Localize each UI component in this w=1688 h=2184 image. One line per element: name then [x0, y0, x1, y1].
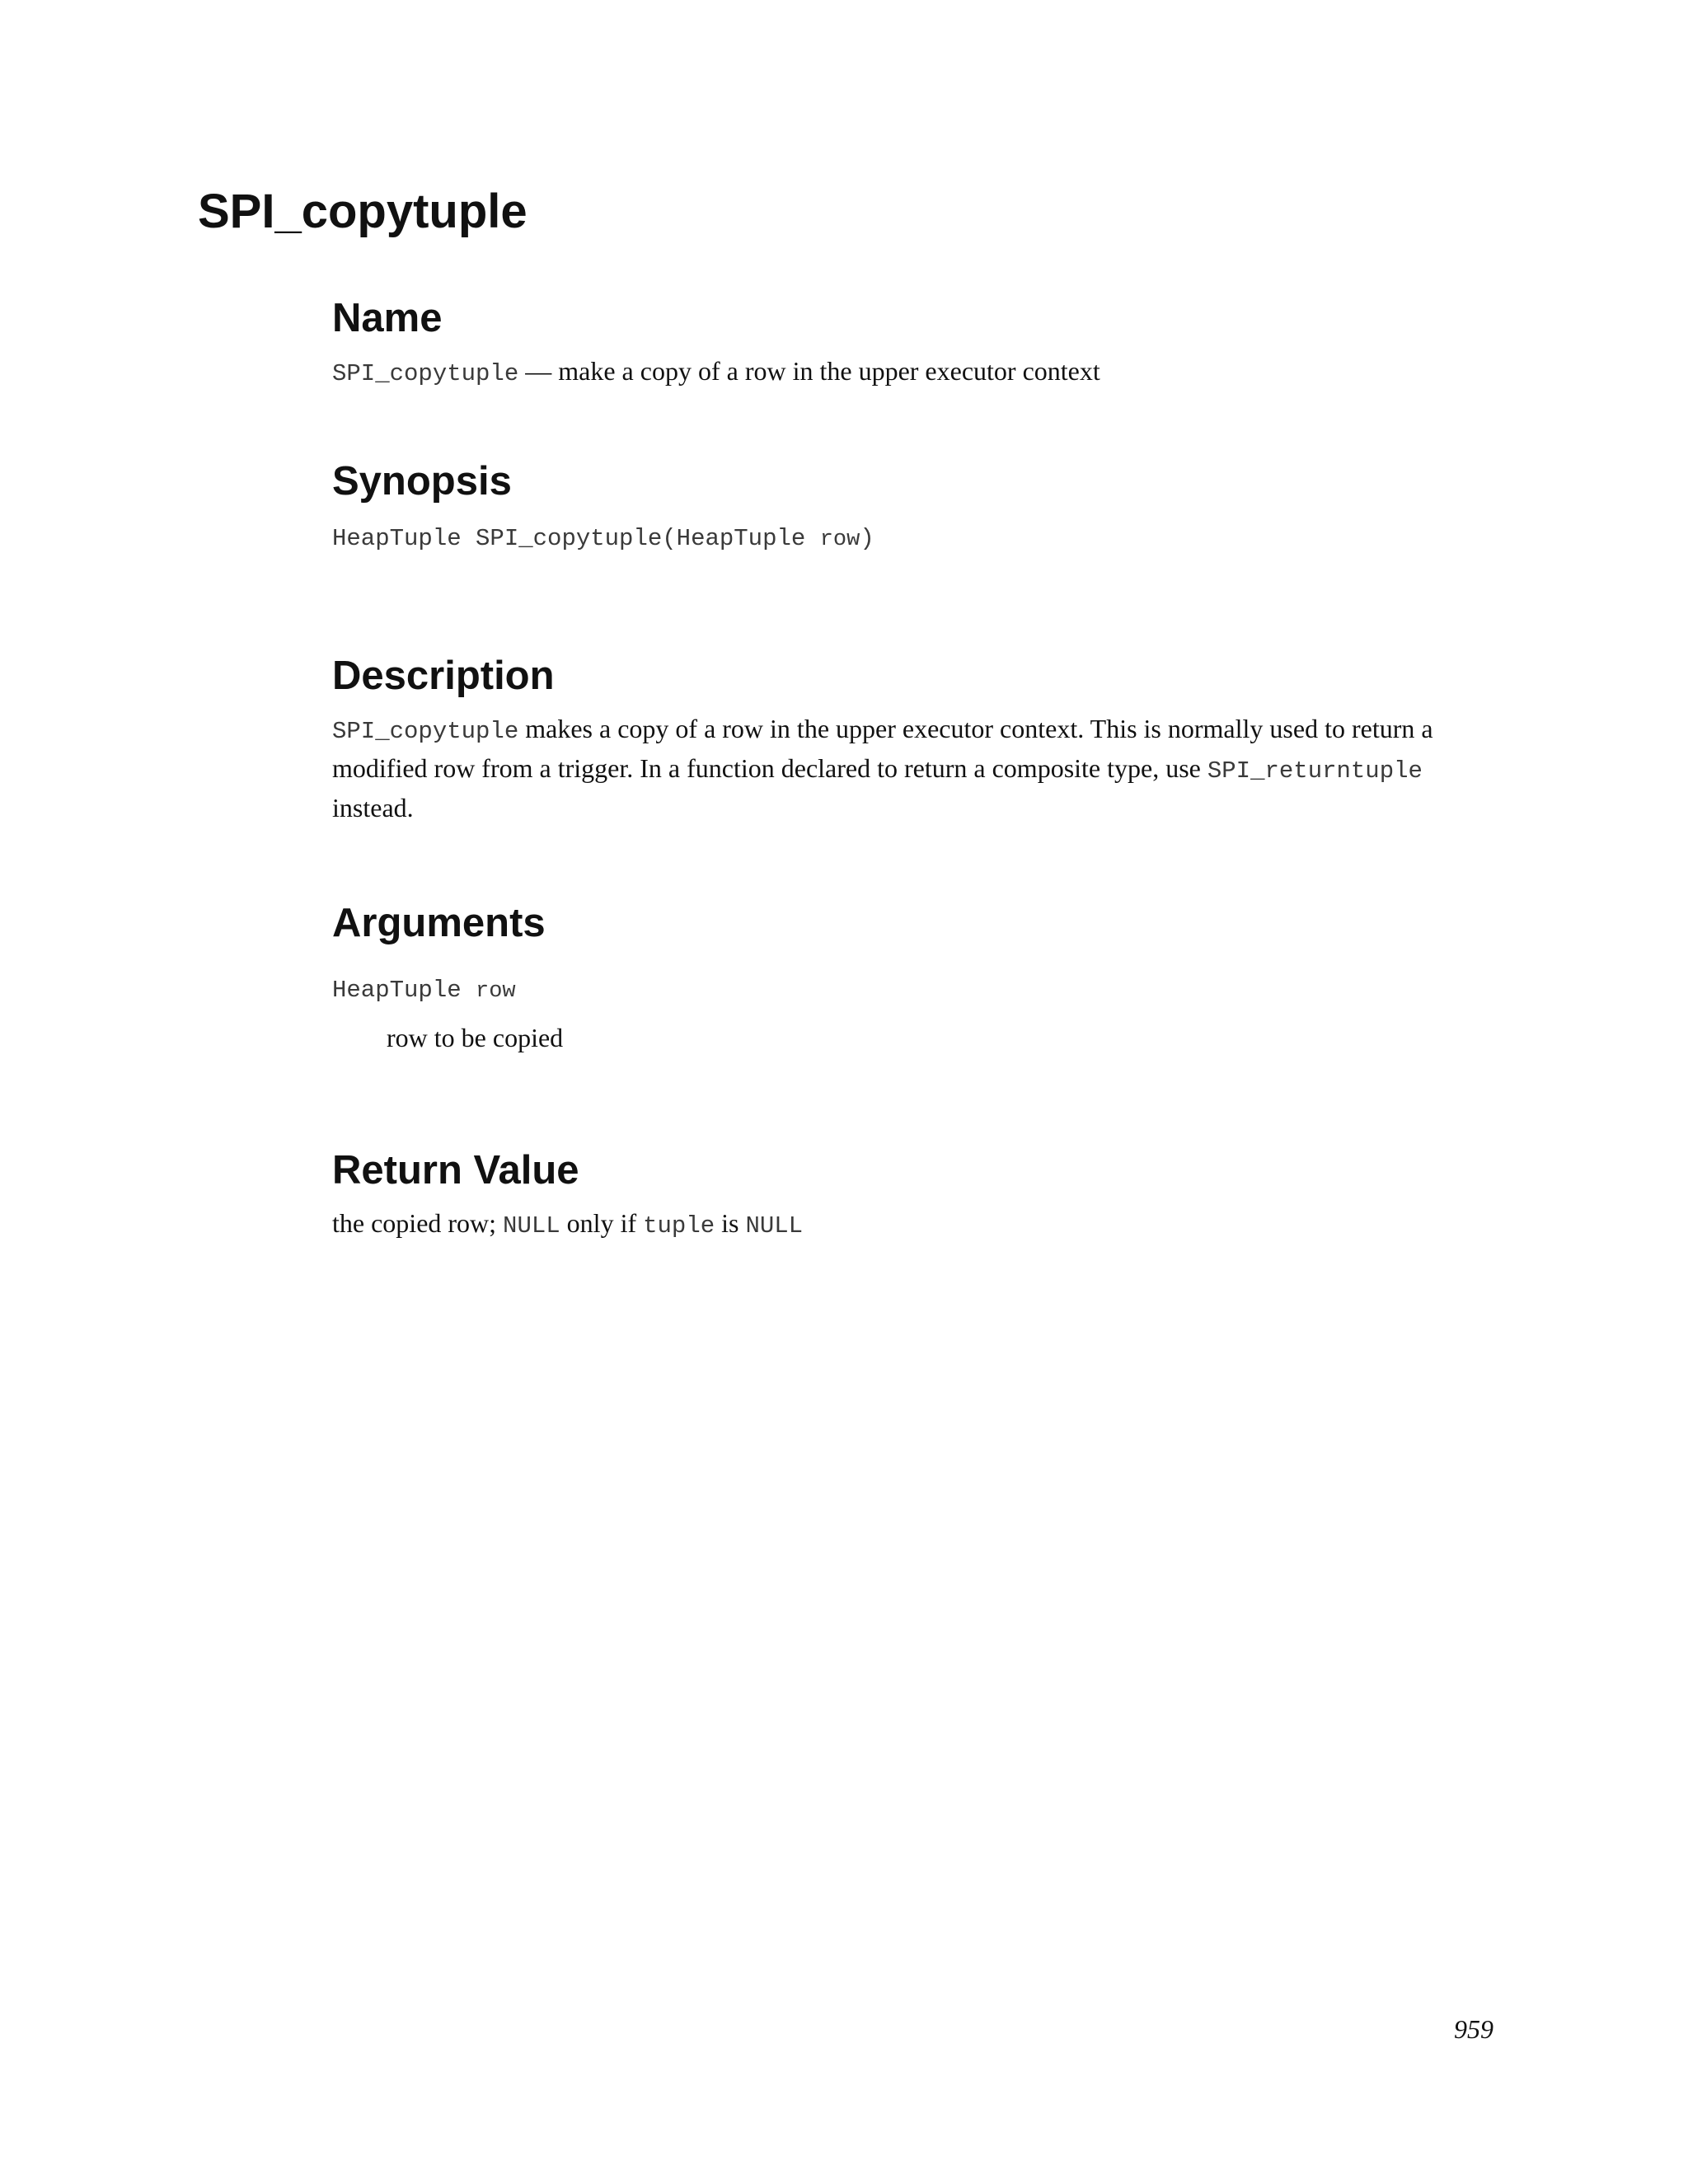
return-text-1: the copied row; — [332, 1208, 504, 1238]
return-null-2: NULL — [745, 1212, 804, 1240]
synopsis-param: row — [819, 527, 860, 552]
return-null-1: NULL — [503, 1212, 560, 1240]
description-alt-func: SPI_returntuple — [1207, 757, 1423, 785]
description-heading: Description — [332, 654, 555, 698]
page-title: SPI_copytuple — [198, 185, 528, 238]
return-text-3: is — [715, 1208, 746, 1238]
argument-type: HeapTuple — [332, 977, 476, 1004]
function-name: SPI_copytuple — [332, 360, 519, 387]
argument-list — [332, 974, 1496, 1056]
return-section — [332, 1146, 1496, 1244]
synopsis-prefix: HeapTuple SPI_copytuple(HeapTuple — [332, 525, 820, 552]
synopsis-code — [332, 523, 1496, 556]
description-text — [332, 710, 1496, 826]
arguments-section — [332, 898, 1496, 1056]
description-text-1: makes a copy of a row in the upper executor context. This is normally used to return a modified row from a trigger. In a function declared to return a composite type, use — [332, 714, 1433, 783]
synopsis-heading: Synopsis — [332, 459, 512, 504]
arguments-heading: Arguments — [332, 901, 546, 945]
return-param: tuple — [643, 1212, 715, 1240]
return-text — [332, 1205, 1496, 1244]
page-number: 959 — [1454, 2014, 1493, 2044]
function-purpose: — make a copy of a row in the upper executor context — [518, 356, 1100, 386]
description-section — [332, 651, 1496, 826]
return-text-2: only if — [560, 1208, 644, 1238]
synopsis-section — [332, 457, 1496, 556]
argument-description: row to be copied — [387, 1023, 564, 1052]
synopsis-suffix: ) — [860, 525, 874, 552]
name-heading: Name — [332, 296, 443, 340]
argument-term — [332, 974, 1496, 1008]
name-section — [332, 293, 1496, 392]
name-text — [332, 353, 1496, 392]
return-heading: Return Value — [332, 1148, 579, 1193]
description-func-name: SPI_copytuple — [332, 718, 519, 745]
argument-param: row — [476, 979, 516, 1004]
description-text-2: instead. — [332, 793, 414, 823]
